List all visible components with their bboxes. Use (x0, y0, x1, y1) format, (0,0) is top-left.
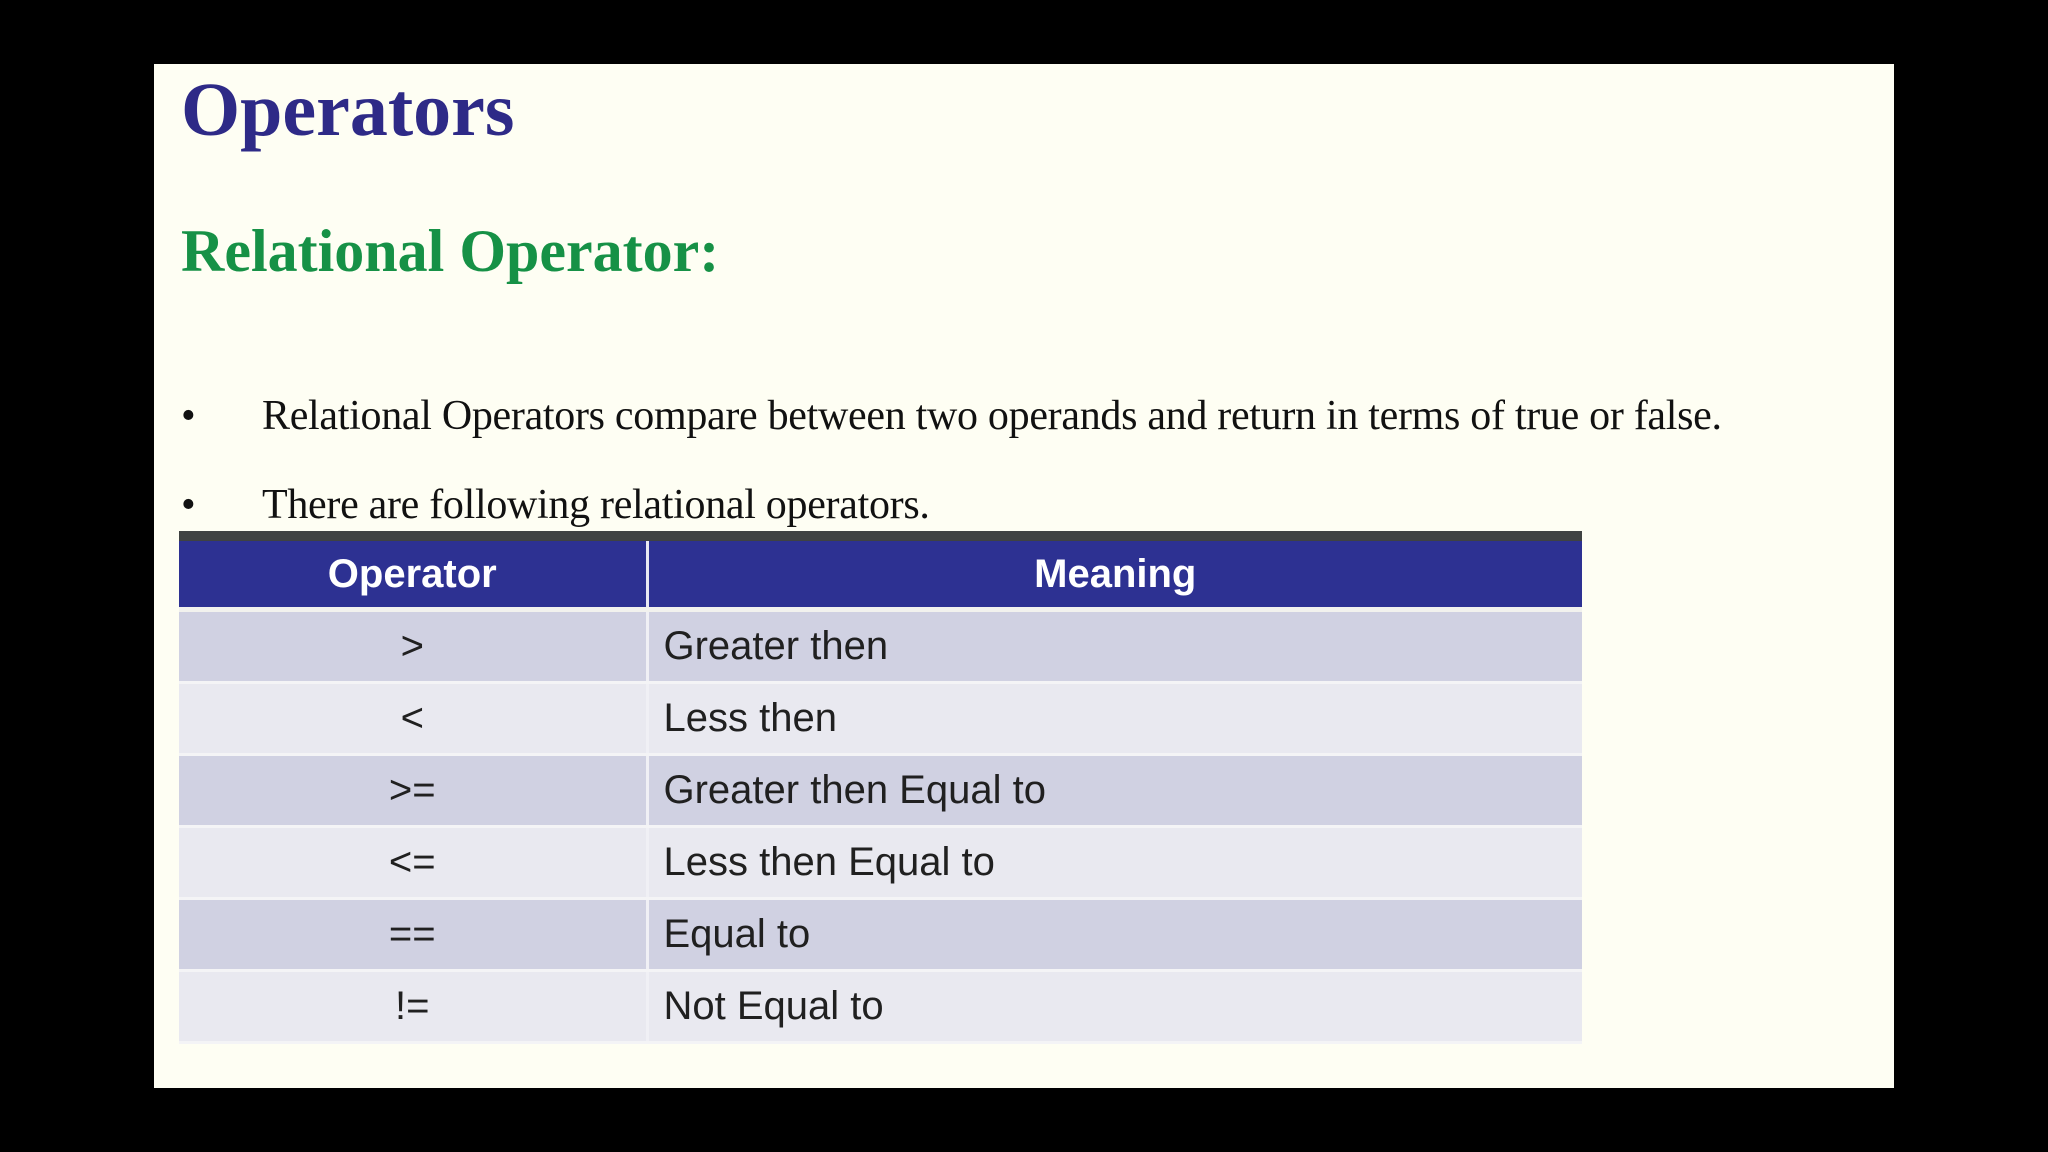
bullet-icon: • (181, 482, 196, 528)
meaning-cell: Greater then Equal to (647, 755, 1582, 827)
bullet-text: There are following relational operators. (262, 482, 930, 528)
meaning-cell: Greater then (647, 610, 1582, 683)
table-row (179, 683, 1582, 755)
operator-cell: > (179, 610, 647, 683)
section-heading: Relational Operator: (181, 218, 720, 284)
operator-cell: <= (179, 827, 647, 899)
meaning-cell: Equal to (647, 899, 1582, 971)
table-row (179, 827, 1582, 899)
table-row (179, 971, 1582, 1043)
table-top-border (179, 531, 1582, 541)
column-header-meaning: Meaning (647, 541, 1582, 610)
slide (154, 64, 1894, 1088)
operators-table-grid (179, 541, 1582, 1044)
operator-cell: >= (179, 755, 647, 827)
meaning-cell: Less then (647, 683, 1582, 755)
operators-table (179, 531, 1582, 1044)
bullet-icon: • (181, 393, 196, 439)
table-header-row (179, 541, 1582, 610)
column-header-operator: Operator (179, 541, 647, 610)
operator-cell: < (179, 683, 647, 755)
table-row (179, 610, 1582, 683)
meaning-cell: Less then Equal to (647, 827, 1582, 899)
meaning-cell: Not Equal to (647, 971, 1582, 1043)
operator-cell: != (179, 971, 647, 1043)
slide-title: Operators (181, 68, 515, 152)
table-row (179, 755, 1582, 827)
operator-cell: == (179, 899, 647, 971)
bullet-text: Relational Operators compare between two operands and return in terms of true or false. (262, 393, 1722, 439)
table-row (179, 899, 1582, 971)
